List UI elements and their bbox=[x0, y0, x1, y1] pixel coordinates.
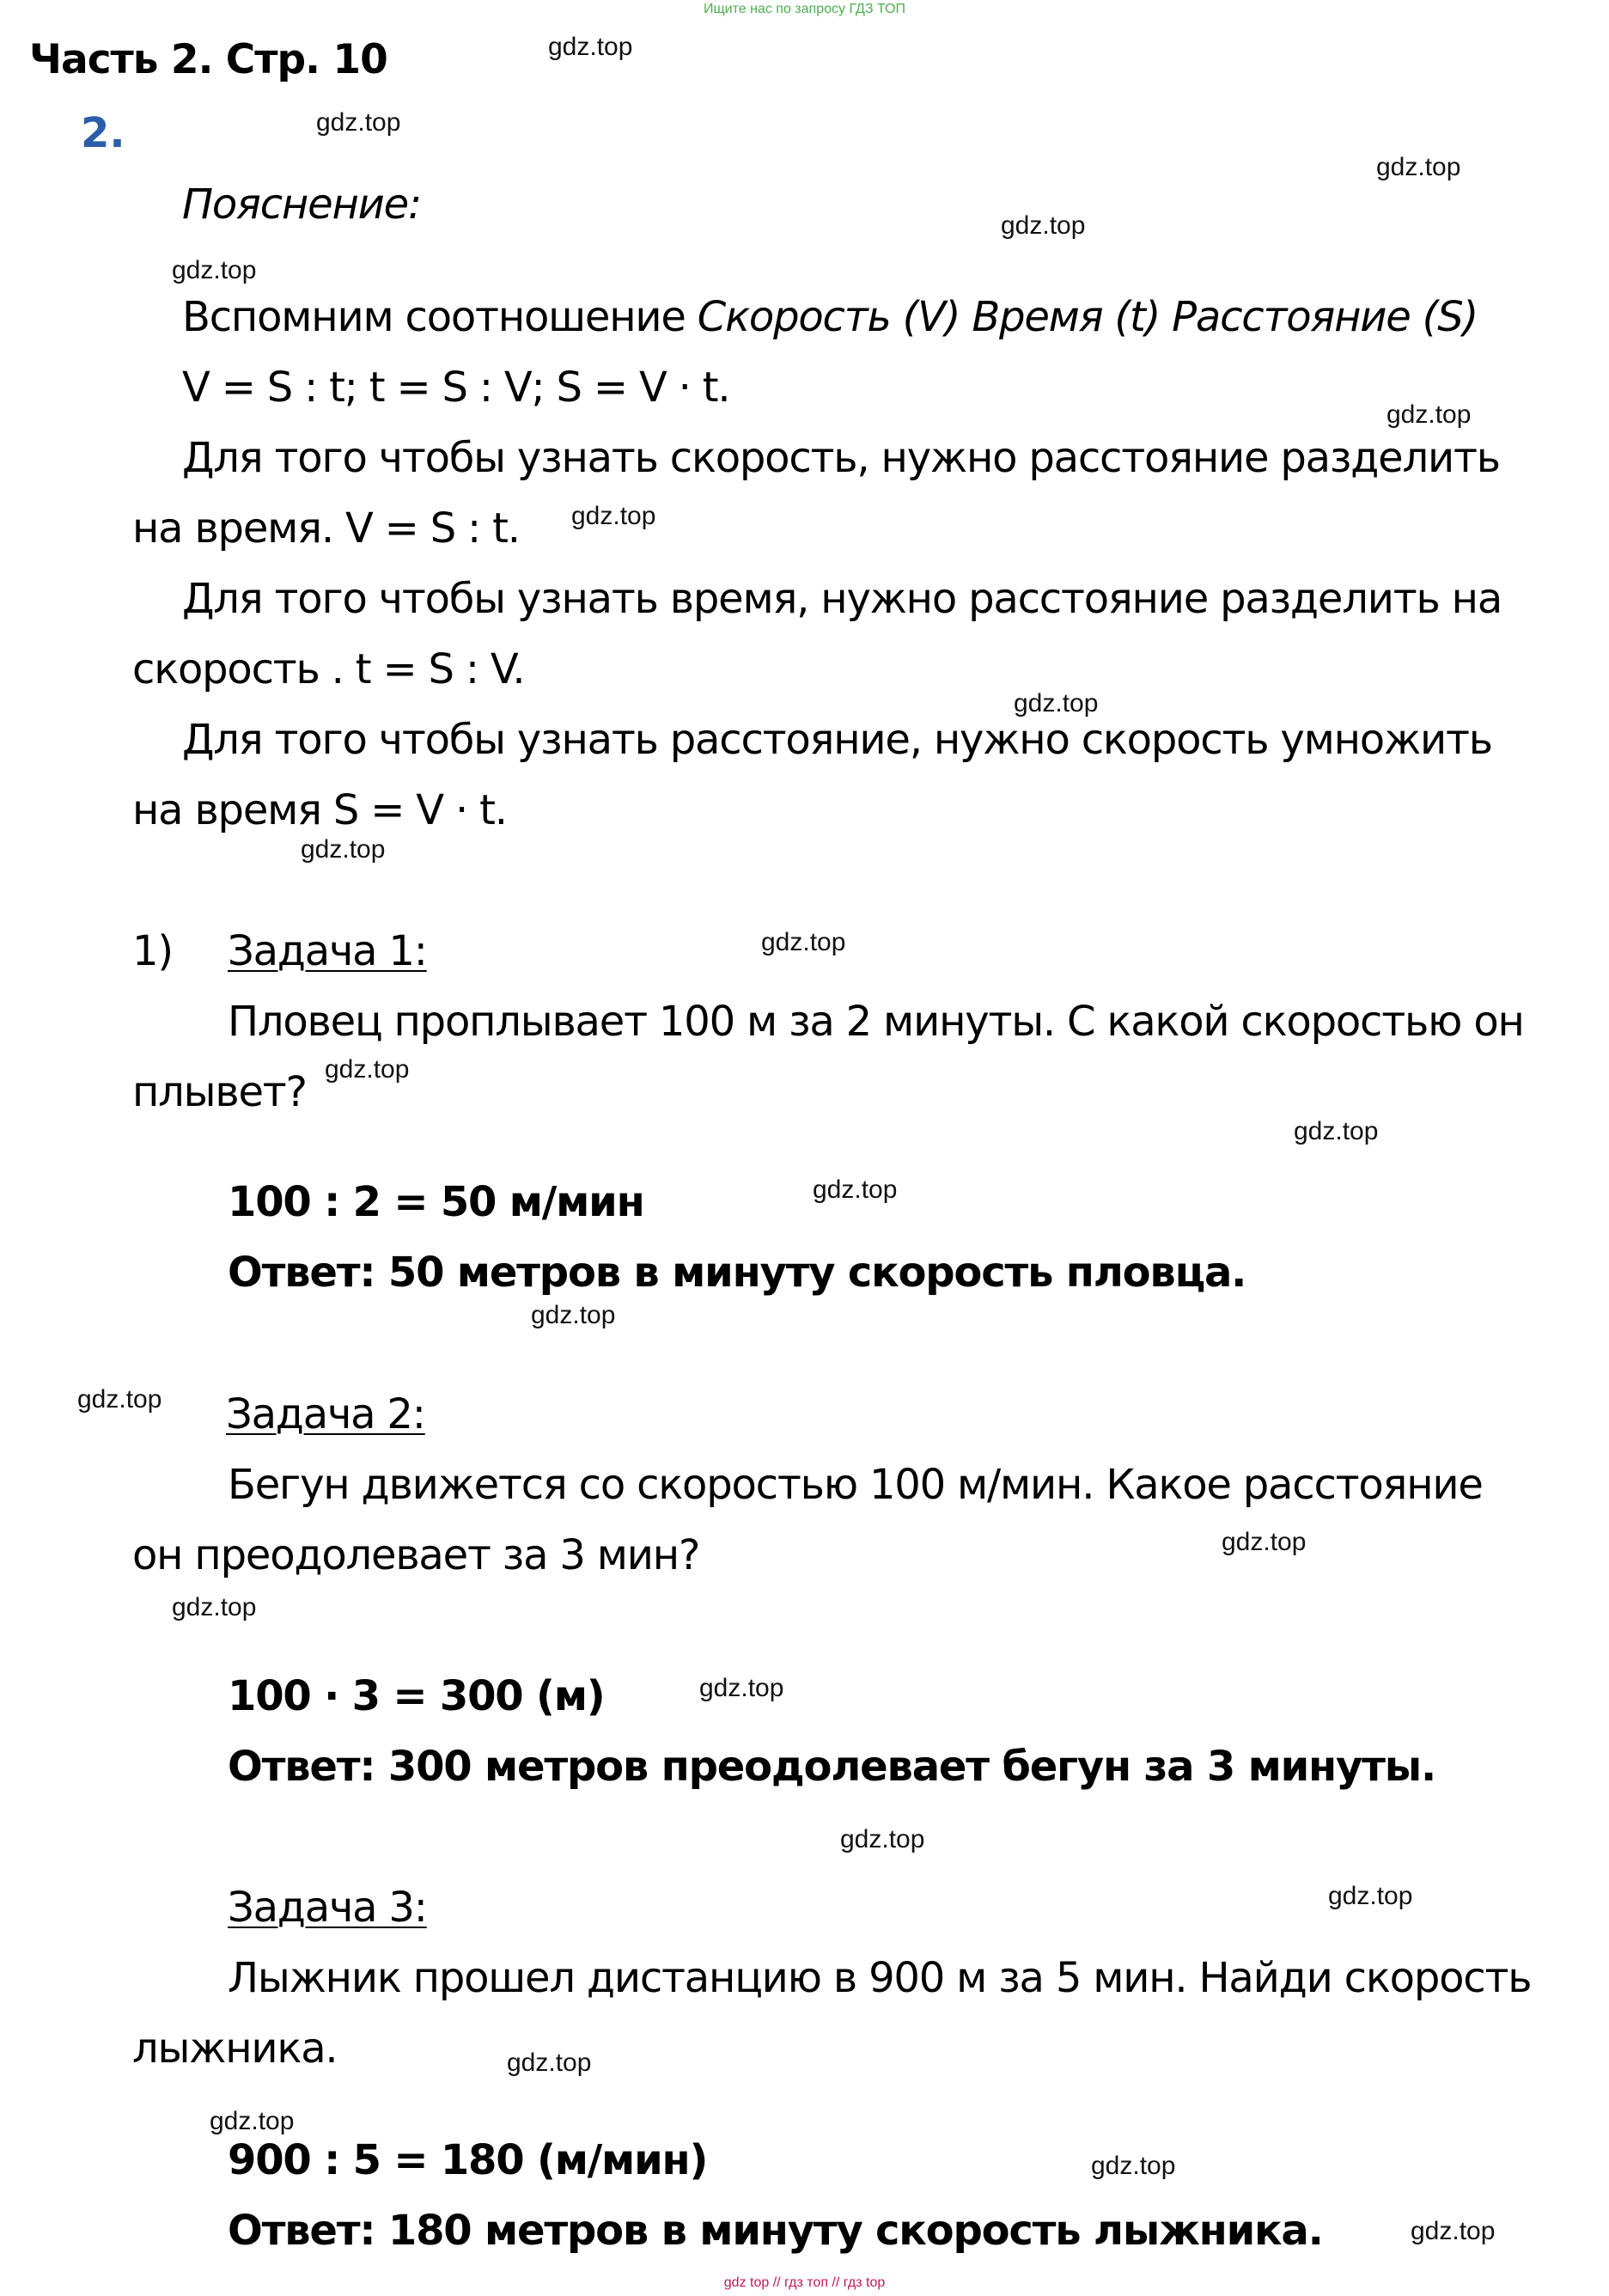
watermark: gdz.top bbox=[1222, 1528, 1307, 1556]
task-2-text-line-1: Бегун движется со скоростью 100 м/мин. Какое расстояние bbox=[228, 1461, 1483, 1509]
watermark: gdz.top bbox=[316, 108, 401, 137]
watermark: gdz.top bbox=[1376, 153, 1461, 181]
speed-rule-line-2: на время. V = S : t. bbox=[132, 504, 520, 553]
watermark: gdz.top bbox=[210, 2107, 295, 2135]
task-3-solution: 900 : 5 = 180 (м/мин) bbox=[228, 2136, 708, 2184]
explanation-heading: Пояснение: bbox=[182, 180, 421, 229]
watermark: gdz.top bbox=[699, 1674, 784, 1702]
watermark: gdz.top bbox=[77, 1385, 162, 1414]
relation-terms: Скорость (V) Время (t) Расстояние (S) bbox=[697, 293, 1478, 341]
watermark: gdz.top bbox=[1091, 2152, 1176, 2180]
watermark: gdz.top bbox=[1014, 689, 1099, 718]
watermark: gdz.top bbox=[507, 2049, 592, 2077]
watermark: gdz.top bbox=[301, 835, 386, 864]
speed-rule-line-1: Для того чтобы узнать скорость, нужно расстояние разделить bbox=[182, 434, 1500, 482]
task-2-text-line-2: он преодолевает за 3 мин? bbox=[132, 1531, 700, 1579]
watermark: gdz.top bbox=[1411, 2217, 1496, 2245]
watermark: gdz.top bbox=[761, 928, 846, 956]
formulas-line: V = S : t; t = S : V; S = V · t. bbox=[182, 363, 730, 412]
watermark: gdz.top bbox=[840, 1825, 925, 1853]
task-1-title: Задача 1: bbox=[228, 927, 427, 975]
exercise-number: 2. bbox=[81, 109, 125, 157]
watermark: gdz.top bbox=[1294, 1117, 1379, 1145]
time-rule-line-1: Для того чтобы узнать время, нужно расстояние разделить на bbox=[182, 575, 1502, 623]
page-title: Часть 2. Стр. 10 bbox=[29, 36, 387, 83]
header-search-note: Ищите нас по запросу ГДЗ ТОП bbox=[704, 2, 905, 16]
watermark: gdz.top bbox=[172, 256, 257, 284]
watermark: gdz.top bbox=[1387, 400, 1472, 429]
task-3-answer: Ответ: 180 метров в минуту скорость лыжника. bbox=[228, 2207, 1323, 2255]
task-3-text-line-2: лыжника. bbox=[132, 2024, 338, 2073]
task-2-answer: Ответ: 300 метров преодолевает бегун за 3 минуты. bbox=[228, 1743, 1435, 1791]
task-1-solution: 100 : 2 = 50 м/мин bbox=[228, 1178, 644, 1226]
task-2-title: Задача 2: bbox=[226, 1390, 425, 1438]
task-1-text-line-2: плывет? bbox=[132, 1068, 307, 1116]
watermark: gdz.top bbox=[172, 1593, 257, 1621]
watermark: gdz.top bbox=[548, 33, 633, 61]
watermark: gdz.top bbox=[531, 1301, 616, 1329]
task-3-text-line-1: Лыжник прошел дистанцию в 900 м за 5 мин. Найди скорость bbox=[228, 1954, 1532, 2002]
relation-prefix: Вспомним соотношение bbox=[182, 293, 698, 341]
task-1-answer: Ответ: 50 метров в минуту скорость пловца. bbox=[228, 1249, 1246, 1297]
watermark: gdz.top bbox=[1328, 1882, 1413, 1910]
time-rule-line-2: скорость . t = S : V. bbox=[132, 645, 525, 693]
task-1-text-line-1: Пловец проплывает 100 м за 2 минуты. С какой скоростью он bbox=[228, 998, 1524, 1046]
distance-rule-line-2: на время S = V · t. bbox=[132, 786, 507, 834]
part-number: 1) bbox=[132, 927, 173, 975]
distance-rule-line-1: Для того чтобы узнать расстояние, нужно скорость умножить bbox=[182, 716, 1492, 764]
task-2-solution: 100 · 3 = 300 (м) bbox=[228, 1672, 605, 1720]
footer-watermark: gdz top // гдз топ // гдз top bbox=[723, 2275, 886, 2290]
watermark: gdz.top bbox=[571, 502, 656, 530]
relation-line bbox=[182, 293, 1478, 341]
watermark: gdz.top bbox=[1001, 211, 1086, 240]
watermark: gdz.top bbox=[325, 1055, 410, 1084]
watermark: gdz.top bbox=[813, 1175, 898, 1204]
task-3-title: Задача 3: bbox=[228, 1884, 427, 1932]
